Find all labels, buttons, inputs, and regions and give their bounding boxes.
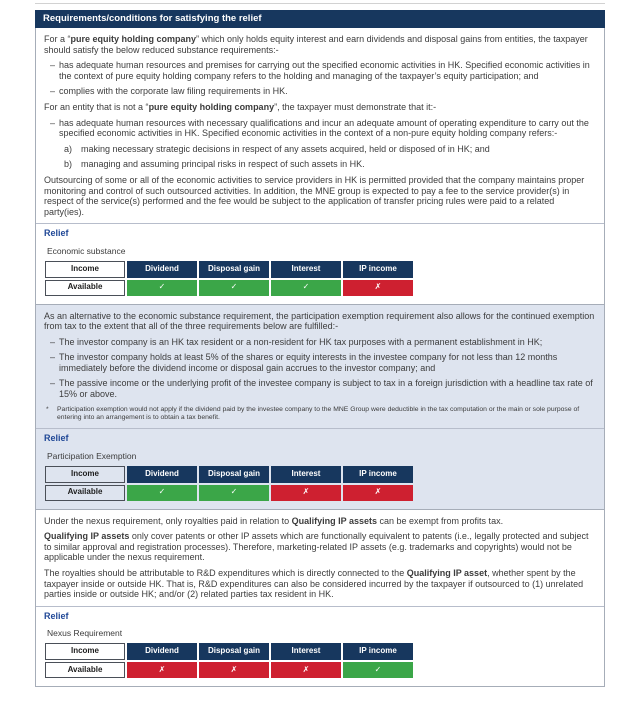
column-header: Dividend	[127, 466, 197, 483]
text-run: has adequate human resources and premises for carrying out the specified economic activities in HK. Specified economic activities in the context of pure equity holding company refers to the holding and managing of the taxpayer’s equity participation; and	[59, 60, 590, 81]
check-mark: ✓	[127, 485, 197, 501]
section-participation-exemption	[35, 304, 605, 510]
list-marker: –	[50, 117, 56, 128]
column-header: IP income	[343, 261, 413, 278]
text-run: Qualifying IP assets only cover patents or other IP assets which are functionally equivalent to patents (i.e., legally protected and subject to similar approval and registration processes). Therefore, marketing-related IP assets (e.g. trademarks and copyrights) would not be applicable under the nexus requirement.	[44, 531, 589, 563]
relief-table-name: Participation Exemption	[47, 451, 137, 462]
text-run: has adequate human resources with necessary qualifications and incur an adequate amount of operating expenditure to carry out the specified economic activities in HK. Specified economic activities in the context of a non-pure equity holding company refers:-	[59, 117, 589, 139]
check-mark: ✓	[127, 280, 197, 296]
text-run: The royalties should be attributable to R&D expenditures which is directly connected to the Qualifying IP asset, whether spent by the taxpayer inside or outside HK. That is, R&D expenditures can also be considered incurred by the taxpayer if outsourced to (1) unrelated parties inside or outside HK; and/or (2) related parties tax resident in HK.	[44, 568, 584, 600]
section-body-text	[44, 311, 596, 423]
text-run: For an entity that is not a “pure equity holding company”, the taxpayer must demonstrate that it:-	[44, 101, 437, 112]
text-run: The investor company is an HK tax resident or a non-resident for HK tax purposes with a permanent establishment in HK;	[59, 336, 543, 347]
cross-mark: ✗	[271, 485, 341, 501]
column-header: Interest	[271, 466, 341, 483]
relief-divider	[36, 428, 604, 429]
list-item	[50, 118, 596, 139]
list-marker: *	[46, 405, 49, 413]
section-title-bar	[35, 10, 605, 28]
text-run: complies with the corporate law filing requirements in HK.	[59, 86, 288, 97]
text-run: The investor company holds at least 5% of the shares or equity interests in the investee company for not less than 12 months immediately before the dividend income or disposal gain accrues to the investor company; and	[59, 352, 558, 373]
text-run: making necessary strategic decisions in respect of any assets acquired, held or disposed of in HK; and	[81, 143, 490, 154]
document-page	[0, 3, 640, 687]
list-marker: –	[50, 86, 56, 97]
column-header: Disposal gain	[199, 261, 269, 278]
text-run: As an alternative to the economic substance requirement, the participation exemption requirement also allows for the continued exemption from tax to the extent that all of the three requirements below are fulfilled:-	[44, 310, 595, 332]
column-header: Interest	[271, 261, 341, 278]
cross-mark: ✗	[271, 662, 341, 678]
relief-requirements-document	[35, 10, 605, 687]
paragraph	[44, 568, 596, 600]
column-header: Dividend	[127, 261, 197, 278]
list-marker: a)	[64, 143, 73, 154]
list-item	[50, 60, 596, 81]
relief-table-name: Nexus Requirement	[47, 628, 123, 639]
table-header-row	[45, 643, 413, 660]
section-body-text	[44, 34, 596, 217]
column-header: IP income	[343, 466, 413, 483]
list-marker: –	[50, 336, 56, 347]
list-item	[64, 144, 596, 155]
income-header-cell: Income	[45, 466, 125, 483]
relief-label: Relief	[44, 228, 69, 239]
list-marker: b)	[64, 159, 73, 170]
cross-mark: ✗	[127, 662, 197, 678]
available-label-cell: Available	[45, 280, 125, 296]
text-run: Participation exemption would not apply if the dividend paid by the investee company to the MNE Group were deductible in the tax computation or the main or sole purpose of entering into an arrangement is to obtain a tax benefit.	[57, 405, 580, 422]
check-mark: ✓	[199, 485, 269, 501]
relief-table-nexus-requirement	[43, 641, 415, 680]
relief-table-participation-exemption	[43, 464, 415, 503]
table-header-row	[45, 261, 413, 278]
text-run: For a “pure equity holding company” which only holds equity interest and earn dividends and disposal gains from entities, the taxpayer should satisfy the below reduced substance requirements:-	[44, 34, 588, 55]
paragraph	[44, 175, 596, 217]
section-nexus-requirement	[35, 509, 605, 687]
section-title: Requirements/conditions for satisfying the relief	[43, 13, 262, 24]
section-body-text	[44, 516, 596, 600]
cross-mark: ✗	[199, 662, 269, 678]
list-marker: –	[50, 60, 56, 71]
list-marker: –	[50, 352, 56, 363]
paragraph	[44, 311, 596, 332]
income-header-cell: Income	[45, 643, 125, 660]
relief-table-name: Economic substance	[47, 245, 126, 256]
section-economic-substance	[35, 28, 605, 305]
relief-table-economic-substance	[43, 259, 415, 298]
check-mark: ✓	[199, 280, 269, 296]
relief-divider	[36, 606, 604, 607]
column-header: Dividend	[127, 643, 197, 660]
paragraph	[44, 34, 596, 55]
available-label-cell: Available	[45, 485, 125, 501]
table-header-row	[45, 466, 413, 483]
list-item	[50, 337, 596, 348]
list-item	[64, 159, 596, 170]
cross-mark: ✗	[343, 485, 413, 501]
list-item	[50, 378, 596, 399]
column-header: Disposal gain	[199, 643, 269, 660]
list-marker: –	[50, 378, 56, 389]
paragraph	[44, 102, 596, 113]
relief-label: Relief	[44, 433, 69, 444]
income-header-cell: Income	[45, 261, 125, 278]
relief-divider	[36, 223, 604, 224]
cross-mark: ✗	[343, 280, 413, 296]
column-header: IP income	[343, 643, 413, 660]
table-available-row	[45, 280, 413, 296]
paragraph	[44, 531, 596, 563]
text-run: The passive income or the underlying profit of the investee company is subject to tax in a foreign jurisdiction with a headline tax rate of 15% or above.	[59, 378, 593, 400]
text-run: Under the nexus requirement, only royalties paid in relation to Qualifying IP assets can be exempt from profits tax.	[44, 515, 504, 526]
column-header: Disposal gain	[199, 466, 269, 483]
available-label-cell: Available	[45, 662, 125, 678]
text-run: managing and assuming principal risks in respect of such assets in HK.	[81, 159, 365, 170]
footnote	[44, 406, 596, 423]
page-top-rule	[35, 3, 605, 4]
check-mark: ✓	[343, 662, 413, 678]
relief-label: Relief	[44, 610, 69, 621]
check-mark: ✓	[271, 280, 341, 296]
list-item	[50, 86, 596, 97]
table-available-row	[45, 485, 413, 501]
table-available-row	[45, 662, 413, 678]
column-header: Interest	[271, 643, 341, 660]
list-item	[50, 352, 596, 373]
text-run: Outsourcing of some or all of the economic activities to service providers in HK is permitted provided that the company maintains proper monitoring and control of such outsourced activities. In addition, the MNE group is expected to pay a fee to the service provider(s) in respect of the service(s) performed and the fee would be subject to the application of transfer pricing rules were paid to a related party(ies).	[44, 174, 585, 217]
paragraph	[44, 516, 596, 527]
